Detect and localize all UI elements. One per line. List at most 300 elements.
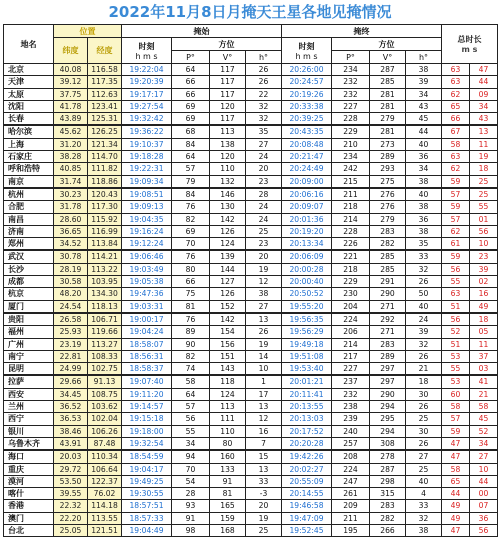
cell-p2: 239 xyxy=(332,413,370,425)
cell-v2: 308 xyxy=(370,437,406,450)
cell-v1: 111 xyxy=(210,413,246,425)
table-row xyxy=(4,437,498,450)
cell-lon: 111.82 xyxy=(88,163,122,175)
table-row xyxy=(4,151,498,163)
cell-lat: 40.85 xyxy=(54,163,88,175)
header-egress-direction: 方位 xyxy=(332,38,442,51)
header-duration-unit: m s xyxy=(461,45,478,54)
cell-v2: 281 xyxy=(370,125,406,138)
cell-p1: 82 xyxy=(172,213,210,225)
cell-v1: 133 xyxy=(210,463,246,475)
cell-city: 长沙 xyxy=(4,263,54,275)
cell-t2: 20:06:16 xyxy=(282,188,332,201)
cell-lon: 120.43 xyxy=(88,188,122,201)
cell-city: 南昌 xyxy=(4,213,54,225)
cell-p2: 211 xyxy=(332,188,370,201)
cell-city: 成都 xyxy=(4,276,54,288)
cell-t2: 20:14:55 xyxy=(282,488,332,500)
cell-p2: 228 xyxy=(332,113,370,126)
cell-p2: 206 xyxy=(332,326,370,338)
cell-h2: 25 xyxy=(406,413,442,425)
cell-city: 呼和浩特 xyxy=(4,163,54,175)
cell-ds: 19 xyxy=(470,151,498,163)
cell-h2: 45 xyxy=(406,113,442,126)
cell-h1: 38 xyxy=(246,288,282,300)
cell-lon: 87.48 xyxy=(88,437,122,450)
cell-dm: 47 xyxy=(442,450,470,463)
table-row xyxy=(4,326,498,338)
cell-ds: 09 xyxy=(470,88,498,100)
cell-dm: 55 xyxy=(442,363,470,376)
cell-t2: 20:02:27 xyxy=(282,463,332,475)
cell-v1: 127 xyxy=(210,276,246,288)
cell-p2: 224 xyxy=(332,463,370,475)
cell-ds: 39 xyxy=(470,263,498,275)
cell-h2: 32 xyxy=(406,512,442,524)
cell-t2: 20:13:55 xyxy=(282,401,332,413)
table-row xyxy=(4,88,498,100)
header-egress: 掩终 xyxy=(282,25,442,38)
cell-h1: 27 xyxy=(246,300,282,313)
cell-ds: 18 xyxy=(470,313,498,326)
cell-ds: 11 xyxy=(470,138,498,150)
cell-city: 武汉 xyxy=(4,250,54,263)
cell-t2: 20:55:09 xyxy=(282,475,332,487)
cell-h2: 30 xyxy=(406,425,442,437)
cell-lon: 108.33 xyxy=(88,350,122,362)
cell-p2: 229 xyxy=(332,125,370,138)
cell-p2: 229 xyxy=(332,276,370,288)
cell-h2: 34 xyxy=(406,88,442,100)
cell-t1: 19:18:00 xyxy=(122,425,172,437)
cell-v1: 156 xyxy=(210,338,246,350)
cell-city: 石家庄 xyxy=(4,151,54,163)
cell-h1: 26 xyxy=(246,326,282,338)
cell-p1: 66 xyxy=(172,76,210,88)
cell-v2: 283 xyxy=(370,338,406,350)
cell-h2: 38 xyxy=(406,524,442,536)
cell-ds: 05 xyxy=(470,326,498,338)
table-row xyxy=(4,188,498,201)
cell-lat: 22.32 xyxy=(54,500,88,512)
cell-h1: 32 xyxy=(246,113,282,126)
cell-p2: 218 xyxy=(332,201,370,213)
cell-city: 西安 xyxy=(4,388,54,400)
table-row xyxy=(4,76,498,88)
cell-v2: 283 xyxy=(370,500,406,512)
cell-dm: 47 xyxy=(442,437,470,450)
cell-v1: 143 xyxy=(210,363,246,376)
cell-h1: 12 xyxy=(246,413,282,425)
cell-lon: 121.34 xyxy=(88,138,122,150)
cell-h2: 21 xyxy=(406,363,442,376)
cell-dm: 62 xyxy=(442,163,470,175)
cell-t2: 20:39:25 xyxy=(282,113,332,126)
cell-p2: 226 xyxy=(332,238,370,251)
cell-v2: 276 xyxy=(370,201,406,213)
cell-h1: 20 xyxy=(246,163,282,175)
cell-h2: 40 xyxy=(406,300,442,313)
cell-p2: 208 xyxy=(332,450,370,463)
cell-p1: 56 xyxy=(172,413,210,425)
cell-city: 北京 xyxy=(4,64,54,76)
cell-ds: 34 xyxy=(470,100,498,112)
cell-v1: 160 xyxy=(210,450,246,463)
cell-h1: 33 xyxy=(246,475,282,487)
cell-p1: 84 xyxy=(172,138,210,150)
cell-lat: 28.19 xyxy=(54,263,88,275)
header-egress-time xyxy=(282,38,332,64)
cell-ds: 25 xyxy=(470,188,498,201)
cell-ds: 11 xyxy=(470,338,498,350)
table-row xyxy=(4,250,498,263)
cell-v1: 165 xyxy=(210,500,246,512)
cell-lat: 25.05 xyxy=(54,524,88,536)
cell-t1: 19:08:51 xyxy=(122,188,172,201)
cell-h2: 36 xyxy=(406,213,442,225)
cell-p1: 34 xyxy=(172,437,210,450)
cell-p1: 80 xyxy=(172,263,210,275)
cell-lat: 29.72 xyxy=(54,463,88,475)
cell-city: 广州 xyxy=(4,338,54,350)
cell-lat: 48.20 xyxy=(54,288,88,300)
cell-p2: 204 xyxy=(332,300,370,313)
cell-ds: 10 xyxy=(470,463,498,475)
cell-p1: 66 xyxy=(172,276,210,288)
cell-h2: 32 xyxy=(406,338,442,350)
cell-ds: 34 xyxy=(470,437,498,450)
cell-p2: 238 xyxy=(332,401,370,413)
cell-p2: 215 xyxy=(332,175,370,188)
table-row xyxy=(4,524,498,536)
cell-t2: 20:01:36 xyxy=(282,213,332,225)
cell-p1: 82 xyxy=(172,350,210,362)
cell-city: 杭京 xyxy=(4,288,54,300)
cell-p2: 211 xyxy=(332,512,370,524)
cell-p1: 89 xyxy=(172,326,210,338)
cell-h2: 26 xyxy=(406,276,442,288)
cell-h1: 16 xyxy=(246,425,282,437)
cell-v2: 289 xyxy=(370,350,406,362)
cell-v2: 278 xyxy=(370,450,406,463)
cell-p1: 81 xyxy=(172,300,210,313)
cell-lon: 113.84 xyxy=(88,238,122,251)
cell-h2: 36 xyxy=(406,151,442,163)
cell-t1: 19:04:24 xyxy=(122,326,172,338)
cell-p2: 230 xyxy=(332,288,370,300)
cell-t2: 19:52:45 xyxy=(282,524,332,536)
cell-p2: 217 xyxy=(332,350,370,362)
cell-h2: 38 xyxy=(406,201,442,213)
cell-t1: 19:27:54 xyxy=(122,100,172,112)
cell-city: 昆明 xyxy=(4,363,54,376)
cell-h1: 32 xyxy=(246,100,282,112)
cell-h2: 34 xyxy=(406,163,442,175)
cell-h1: 1 xyxy=(246,375,282,388)
cell-lat: 24.99 xyxy=(54,363,88,376)
header-egress-h: h° xyxy=(406,51,442,64)
cell-v1: 80 xyxy=(210,437,246,450)
cell-lat: 31.20 xyxy=(54,138,88,150)
cell-p2: 237 xyxy=(332,375,370,388)
cell-t1: 19:14:57 xyxy=(122,401,172,413)
cell-dm: 53 xyxy=(442,375,470,388)
cell-city: 长春 xyxy=(4,113,54,126)
cell-dm: 49 xyxy=(442,500,470,512)
cell-v1: 120 xyxy=(210,151,246,163)
cell-lon: 115.92 xyxy=(88,213,122,225)
cell-h1: 35 xyxy=(246,125,282,138)
header-lon: 经度 xyxy=(88,38,122,64)
cell-v1: 110 xyxy=(210,425,246,437)
cell-t2: 20:50:52 xyxy=(282,288,332,300)
cell-v1: 120 xyxy=(210,100,246,112)
cell-v2: 273 xyxy=(370,138,406,150)
cell-h2: 38 xyxy=(406,225,442,237)
cell-lat: 37.75 xyxy=(54,88,88,100)
cell-p2: 227 xyxy=(332,363,370,376)
cell-t1: 19:04:35 xyxy=(122,213,172,225)
cell-p1: 58 xyxy=(172,375,210,388)
cell-t2: 19:56:29 xyxy=(282,326,332,338)
cell-ds: 56 xyxy=(470,524,498,536)
cell-p1: 76 xyxy=(172,201,210,213)
cell-p2: 214 xyxy=(332,213,370,225)
cell-lat: 40.08 xyxy=(54,64,88,76)
cell-v2: 285 xyxy=(370,250,406,263)
cell-lat: 36.52 xyxy=(54,401,88,413)
cell-city: 喀什 xyxy=(4,488,54,500)
cell-t2: 20:08:48 xyxy=(282,138,332,150)
cell-lat: 43.89 xyxy=(54,113,88,126)
cell-t2: 19:56:35 xyxy=(282,313,332,326)
cell-t2: 19:51:08 xyxy=(282,350,332,362)
cell-lon: 103.95 xyxy=(88,276,122,288)
cell-t2: 20:21:47 xyxy=(282,151,332,163)
table-row xyxy=(4,425,498,437)
page-title: 2022年11月8日月掩天王星各地见掩情况 xyxy=(108,3,392,21)
cell-t1: 19:09:34 xyxy=(122,175,172,188)
cell-lat: 34.52 xyxy=(54,238,88,251)
cell-dm: 52 xyxy=(442,326,470,338)
cell-lon: 108.75 xyxy=(88,388,122,400)
cell-v2: 297 xyxy=(370,375,406,388)
cell-dm: 49 xyxy=(442,512,470,524)
cell-lat: 39.12 xyxy=(54,76,88,88)
cell-city: 哈尔滨 xyxy=(4,125,54,138)
header-lat: 纬度 xyxy=(54,38,88,64)
cell-lon: 102.75 xyxy=(88,363,122,376)
cell-v2: 298 xyxy=(370,475,406,487)
cell-lon: 102.04 xyxy=(88,413,122,425)
cell-h1: 17 xyxy=(246,388,282,400)
cell-v1: 152 xyxy=(210,300,246,313)
cell-v1: 110 xyxy=(210,163,246,175)
cell-lon: 134.30 xyxy=(88,288,122,300)
cell-lon: 112.63 xyxy=(88,88,122,100)
cell-v2: 291 xyxy=(370,276,406,288)
cell-t1: 19:30:55 xyxy=(122,488,172,500)
cell-dm: 62 xyxy=(442,88,470,100)
cell-city: 贵阳 xyxy=(4,313,54,326)
cell-dm: 58 xyxy=(442,138,470,150)
cell-lon: 118.13 xyxy=(88,300,122,313)
cell-h1: 23 xyxy=(246,175,282,188)
cell-v2: 275 xyxy=(370,175,406,188)
cell-lon: 76.02 xyxy=(88,488,122,500)
cell-lat: 24.54 xyxy=(54,300,88,313)
cell-lon: 110.34 xyxy=(88,450,122,463)
cell-ds: 49 xyxy=(470,300,498,313)
cell-dm: 67 xyxy=(442,125,470,138)
cell-ds: 43 xyxy=(470,113,498,126)
cell-v2: 279 xyxy=(370,213,406,225)
cell-p2: 232 xyxy=(332,76,370,88)
cell-v2: 271 xyxy=(370,300,406,313)
cell-lat: 30.58 xyxy=(54,276,88,288)
cell-p1: 93 xyxy=(172,500,210,512)
cell-v2: 271 xyxy=(370,326,406,338)
cell-v2: 315 xyxy=(370,488,406,500)
cell-h1: 19 xyxy=(246,512,282,524)
cell-h2: 50 xyxy=(406,288,442,300)
table-row xyxy=(4,113,498,126)
cell-t1: 18:54:59 xyxy=(122,450,172,463)
cell-dm: 44 xyxy=(442,488,470,500)
cell-p2: 257 xyxy=(332,437,370,450)
cell-ds: 02 xyxy=(470,276,498,288)
cell-v2: 295 xyxy=(370,413,406,425)
cell-v1: 124 xyxy=(210,238,246,251)
cell-lon: 121.51 xyxy=(88,524,122,536)
cell-h1: 13 xyxy=(246,313,282,326)
cell-dm: 60 xyxy=(442,388,470,400)
cell-city: 台北 xyxy=(4,524,54,536)
cell-h1: 26 xyxy=(246,64,282,76)
cell-dm: 56 xyxy=(442,313,470,326)
cell-t1: 19:10:37 xyxy=(122,138,172,150)
cell-ds: 55 xyxy=(470,201,498,213)
cell-v2: 279 xyxy=(370,113,406,126)
cell-h2: 40 xyxy=(406,188,442,201)
cell-p1: 70 xyxy=(172,463,210,475)
cell-city: 香港 xyxy=(4,500,54,512)
cell-t2: 20:17:52 xyxy=(282,425,332,437)
cell-p1: 76 xyxy=(172,250,210,263)
cell-lat: 22.20 xyxy=(54,512,88,524)
cell-lat: 31.78 xyxy=(54,201,88,213)
cell-lon: 117.30 xyxy=(88,201,122,213)
cell-h2: 24 xyxy=(406,313,442,326)
header-ingress-hms: h m s xyxy=(135,51,158,61)
cell-lat: 39.55 xyxy=(54,488,88,500)
cell-ds: 18 xyxy=(470,163,498,175)
cell-h1: -3 xyxy=(246,488,282,500)
cell-v2: 281 xyxy=(370,100,406,112)
cell-p2: 242 xyxy=(332,163,370,175)
cell-dm: 61 xyxy=(442,238,470,251)
cell-h1: 24 xyxy=(246,213,282,225)
cell-lon: 106.64 xyxy=(88,463,122,475)
cell-v1: 118 xyxy=(210,375,246,388)
cell-t1: 18:58:07 xyxy=(122,338,172,350)
cell-ds: 03 xyxy=(470,363,498,376)
cell-lat: 22.81 xyxy=(54,350,88,362)
cell-ds: 00 xyxy=(470,488,498,500)
cell-p2: 221 xyxy=(332,250,370,263)
cell-v2: 294 xyxy=(370,401,406,413)
cell-city: 济南 xyxy=(4,225,54,237)
cell-city: 郑州 xyxy=(4,238,54,251)
cell-p2: 232 xyxy=(332,88,370,100)
table-row xyxy=(4,238,498,251)
cell-dm: 59 xyxy=(442,201,470,213)
table-row xyxy=(4,201,498,213)
cell-ds: 01 xyxy=(470,213,498,225)
cell-lon: 113.22 xyxy=(88,263,122,275)
cell-t2: 19:49:18 xyxy=(282,338,332,350)
cell-t2: 20:13:34 xyxy=(282,238,332,251)
cell-p1: 68 xyxy=(172,125,210,138)
cell-city: 拉萨 xyxy=(4,375,54,388)
cell-t1: 19:05:38 xyxy=(122,276,172,288)
cell-h2: 32 xyxy=(406,263,442,275)
cell-v1: 132 xyxy=(210,175,246,188)
cell-h1: 28 xyxy=(246,188,282,201)
cell-h2: 39 xyxy=(406,76,442,88)
cell-dm: 58 xyxy=(442,463,470,475)
cell-city: 太原 xyxy=(4,88,54,100)
occultation-table xyxy=(3,24,498,537)
table-body xyxy=(4,64,498,537)
cell-h2: 33 xyxy=(406,500,442,512)
cell-ds: 41 xyxy=(470,375,498,388)
table-row xyxy=(4,338,498,350)
cell-ds: 44 xyxy=(470,475,498,487)
cell-p1: 70 xyxy=(172,238,210,251)
cell-h2: 30 xyxy=(406,388,442,400)
cell-v1: 139 xyxy=(210,250,246,263)
cell-p1: 98 xyxy=(172,524,210,536)
cell-city: 西宁 xyxy=(4,413,54,425)
cell-v1: 81 xyxy=(210,488,246,500)
cell-lat: 43.91 xyxy=(54,437,88,450)
cell-h2: 40 xyxy=(406,475,442,487)
cell-h1: 25 xyxy=(246,524,282,536)
cell-city: 合肥 xyxy=(4,201,54,213)
cell-p1: 64 xyxy=(172,64,210,76)
cell-h1: 14 xyxy=(246,350,282,362)
cell-dm: 63 xyxy=(442,76,470,88)
header-ingress-v: V° xyxy=(210,51,246,64)
cell-lat: 45.62 xyxy=(54,125,88,138)
cell-t2: 20:09:07 xyxy=(282,201,332,213)
cell-dm: 57 xyxy=(442,413,470,425)
cell-p1: 66 xyxy=(172,88,210,100)
cell-ds: 44 xyxy=(470,76,498,88)
cell-lat: 53.50 xyxy=(54,475,88,487)
cell-city: 澳门 xyxy=(4,512,54,524)
cell-city: 厦门 xyxy=(4,300,54,313)
cell-dm: 63 xyxy=(442,288,470,300)
cell-city: 兰州 xyxy=(4,401,54,413)
cell-v1: 113 xyxy=(210,401,246,413)
cell-t1: 18:57:51 xyxy=(122,500,172,512)
cell-h2: 39 xyxy=(406,326,442,338)
cell-lon: 123.41 xyxy=(88,100,122,112)
table-row xyxy=(4,175,498,188)
cell-city: 乌鲁木齐 xyxy=(4,437,54,450)
